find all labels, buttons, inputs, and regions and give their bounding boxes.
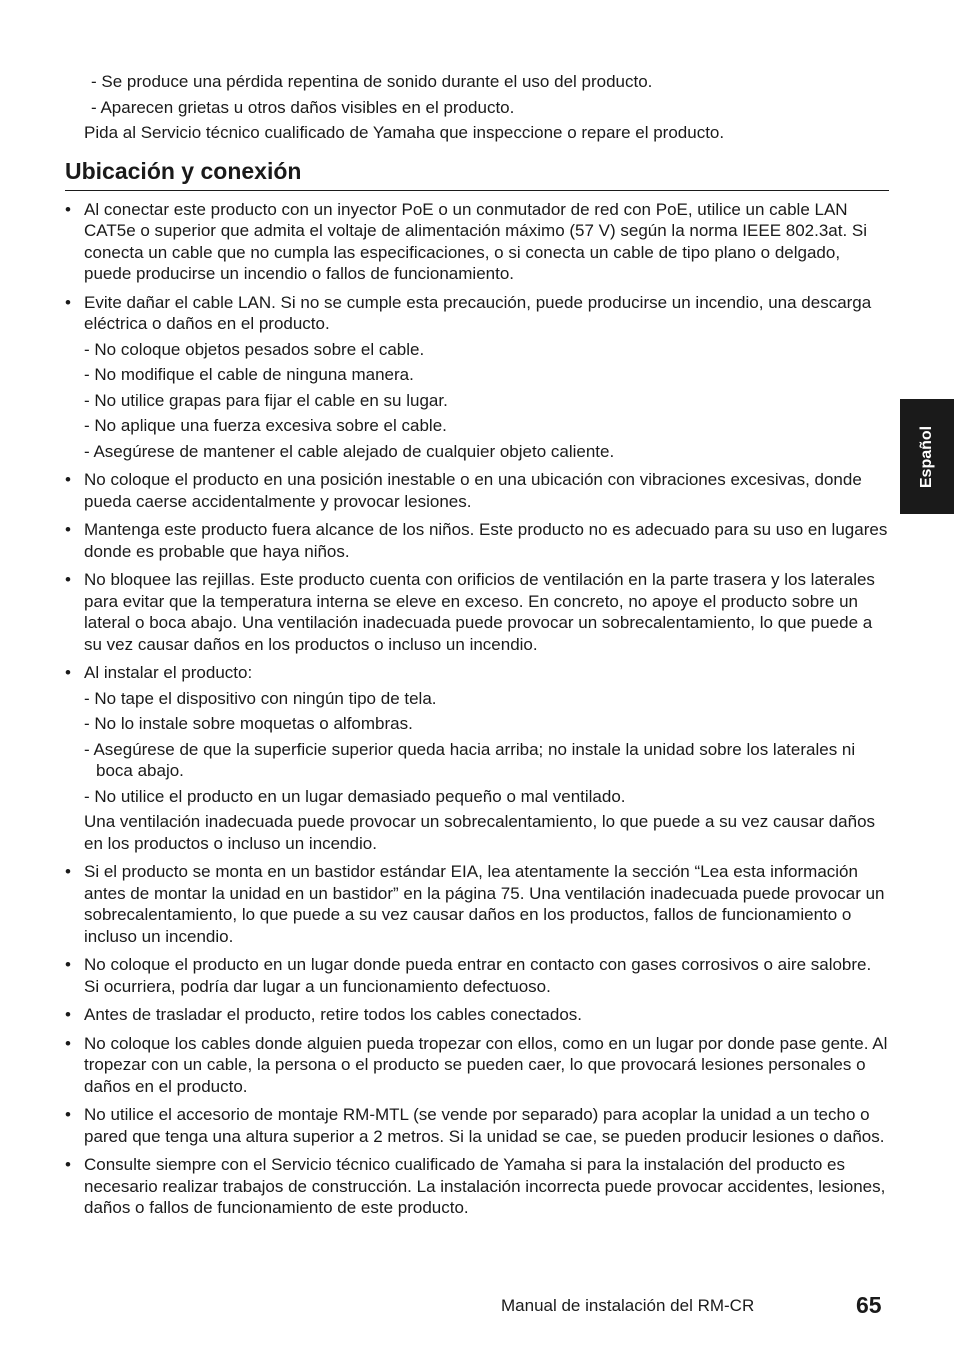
bullet-text: Consulte siempre con el Servicio técnico cualificado de Yamaha si para la instalación del producto es necesario realizar trabajos de construcción. La instalación incorrecta puede provocar accidentes, lesiones, daños o fallos de funcionamiento de este producto. — [84, 1155, 886, 1217]
bullet-text: Al instalar el producto: — [84, 663, 253, 682]
bullet-dot: • — [65, 1033, 71, 1053]
bullet-dot: • — [65, 520, 71, 539]
bullet-followup-text: Una ventilación inadecuada puede provocar un sobrecalentamiento, lo que puede a su vez causar daños en los productos o incluso un incendio. — [84, 812, 876, 853]
bullet-text: No coloque el producto en una posición inestable o en una ubicación con vibraciones excesivas, donde pueda caerse accidentalmente y provocar lesiones. — [84, 470, 862, 511]
sub-item: - Asegúrese de mantener el cable alejado de cualquier objeto caliente. — [84, 441, 615, 461]
bullet-text: Evite dañar el cable LAN. Si no se cumple esta precaución, puede producirse un incendio, una descarga eléctrica o daños en el producto. — [84, 292, 872, 333]
bullet-item — [65, 519, 889, 562]
intro-dash-item: - Se produce una pérdida repentina de sonido durante el uso del producto. — [91, 72, 653, 91]
bullet-item — [65, 861, 889, 947]
bullet-item — [65, 662, 889, 854]
bullet-text: No bloquee las rejillas. Este producto cuenta con orificios de ventilación en la parte trasera y los laterales para evitar que la temperatura interna se eleve en exceso. En concreto, no apoye el producto sobre un lateral o boca abajo. Una ventilación inadecuada puede provocar un sobrecalentamiento, lo que puede a su vez causar daños en los productos o incluso un incendio. — [84, 570, 875, 654]
bullet-dot: • — [65, 1155, 71, 1174]
bullet-dot: • — [65, 292, 71, 312]
sub-item: - No lo instale sobre moquetas o alfombras. — [84, 714, 413, 733]
bullet-text: No utilice el accesorio de montaje RM-MTL (se vende por separado) para acoplar la unidad a un techo o pared que tenga una altura superior a 2 metros. Si la unidad se cae, se pueden producir lesiones o daños. — [84, 1105, 885, 1146]
bullet-dot: • — [65, 955, 71, 974]
bullet-item — [65, 292, 889, 463]
language-tab — [900, 399, 954, 514]
sub-item: - No coloque objetos pesados sobre el cable. — [84, 339, 425, 359]
sub-item: - No modifique el cable de ninguna manera. — [84, 365, 414, 384]
bullet-dot: • — [65, 199, 71, 219]
bullet-item — [65, 1104, 889, 1147]
sub-item: - No utilice el producto en un lugar demasiado pequeño o mal ventilado. — [84, 786, 626, 806]
bullet-dot: • — [65, 663, 71, 682]
bullet-text: Antes de trasladar el producto, retire todos los cables conectados. — [84, 1005, 583, 1024]
bullet-item — [65, 1033, 889, 1098]
bullet-dot: • — [65, 862, 71, 881]
intro-block — [65, 71, 889, 144]
bullet-text: No coloque los cables donde alguien pueda tropezar con ellos, como en un lugar por donde pase gente. Al tropezar con un cable, la persona o el producto se pueden caer, lo que provocará lesiones personales o daños en el producto. — [84, 1033, 888, 1096]
bullet-item — [65, 199, 889, 285]
bullet-item — [65, 469, 889, 512]
language-tab-label: Español — [918, 425, 935, 488]
bullet-dot: • — [65, 1105, 71, 1124]
bullet-dot: • — [65, 570, 71, 589]
intro-paragraph: Pida al Servicio técnico cualificado de Yamaha que inspeccione o repare el producto. — [84, 123, 725, 142]
sub-item: - No aplique una fuerza excesiva sobre el cable. — [84, 416, 447, 435]
bullet-dot: • — [65, 1005, 71, 1024]
bullet-item — [65, 569, 889, 655]
bullet-item — [65, 954, 889, 997]
bullet-list — [65, 199, 889, 1219]
footer-manual-title: Manual de instalación del RM-CR — [501, 1296, 755, 1315]
bullet-item — [65, 1004, 889, 1026]
page-content — [65, 71, 889, 1226]
bullet-item — [65, 1154, 889, 1219]
sub-item: - No tape el dispositivo con ningún tipo de tela. — [84, 688, 437, 708]
page-number: 65 — [856, 1292, 882, 1318]
sub-item: - No utilice grapas para fijar el cable en su lugar. — [84, 390, 448, 410]
bullet-text: Al conectar este producto con un inyector PoE o un conmutador de red con PoE, utilice un cable LAN CAT5e o superior que admita el voltaje de alimentación máximo (57 V) según la norma IEEE 802.3at. Si conecta un cable que no cumpla las especificaciones, o si conecta un cable de tipo plano o delgado, puede producirse un incendio o fallos de funcionamiento. — [84, 199, 868, 283]
sub-item: - Asegúrese de que la superficie superior queda hacia arriba; no instale la unidad sobre los laterales ni boca abajo. — [84, 739, 856, 780]
bullet-text: Mantenga este producto fuera alcance de los niños. Este producto no es adecuado para su uso en lugares donde es probable que haya niños. — [84, 520, 888, 561]
bullet-dot: • — [65, 470, 71, 489]
bullet-text: No coloque el producto en un lugar donde pueda entrar en contacto con gases corrosivos o aire salobre. Si ocurriera, podría dar lugar a un funcionamiento defectuoso. — [84, 955, 872, 996]
bullet-text: Si el producto se monta en un bastidor estándar EIA, lea atentamente la sección “Lea esta información antes de montar la unidad en un bastidor” en la página 75. Una ventilación inadecuada puede provocar un sobrecalentamiento, lo que puede a su vez causar daños en los productos, fallos de funcionamiento o incluso un incendio. — [84, 862, 885, 946]
section-heading: Ubicación y conexión — [65, 156, 889, 191]
intro-dash-item: - Aparecen grietas u otros daños visibles en el producto. — [91, 97, 515, 117]
